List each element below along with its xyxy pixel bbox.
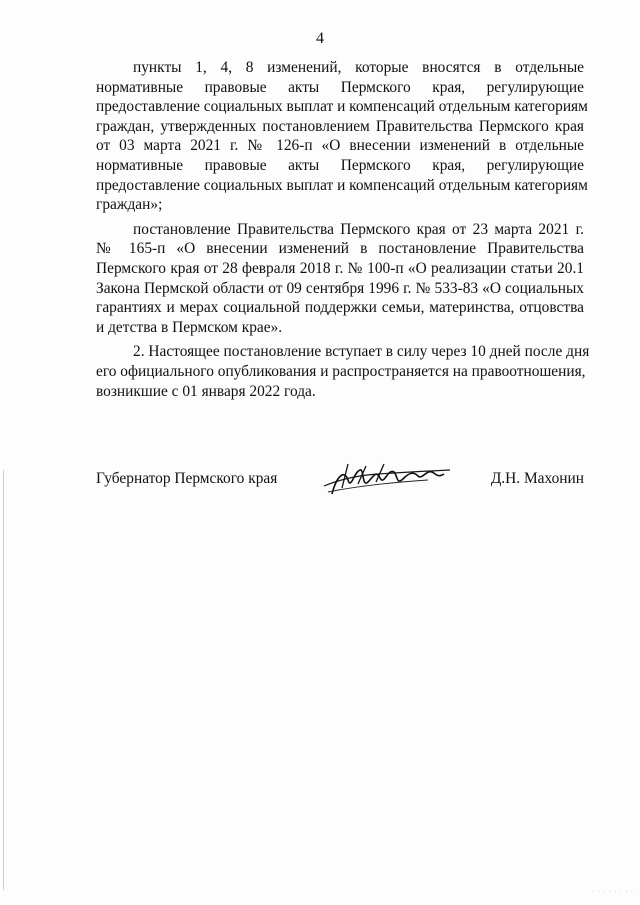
document-body [96,58,590,401]
signatory-title: Губернатор Пермского края [96,470,278,487]
signature-block [96,470,584,510]
scan-edge-line [3,470,4,890]
text-line: 2. Настоящее постановление вступает в силу через 10 дней после дня [133,343,590,361]
text-line: № 165-п «О внесении изменений в постановление Правительства [96,240,584,258]
text-line: гарантиях и мерах социальной поддержки семьи, материнства, отцовства [96,299,584,317]
text-line: граждан»; [96,196,163,214]
text-line: его официального опубликования и распространяется на правоотношения, [96,362,586,380]
text-line: Закона Пермской области от 09 сентября 1996 г. № 533-83 «О социальных [96,279,584,297]
handwritten-signature [318,458,458,506]
page-number: 4 [316,30,324,47]
signatory-name: Д.Н. Махонин [490,470,584,487]
text-line: от 03 марта 2021 г. № 126-п «О внесении изменений в отдельные [96,137,584,155]
paragraph-effective-date [96,342,590,401]
text-line: нормативные правовые акты Пермского края, регулирующие [96,78,584,96]
text-line: нормативные правовые акты Пермского края, регулирующие [96,156,584,174]
text-line: возникшие с 01 января 2022 года. [96,382,316,400]
text-line: пункты 1, 4, 8 изменений, которые вносятся в отдельные [133,59,584,76]
text-line: предоставление социальных выплат и компенсаций отдельным категориям [96,98,588,116]
text-line: и детства в Пермском крае». [96,318,283,336]
text-line: Пермского края от 28 февраля 2018 г. № 100-п «О реализации статьи 20.1 [96,259,584,277]
scan-artifact: · · · · · · · · [592,889,634,895]
paragraph-amendment-items [96,58,588,215]
text-line: постановление Правительства Пермского края от 23 марта 2021 г. [133,220,584,238]
text-line: граждан, утвержденных постановлением Правительства Пермского края [96,117,584,135]
text-line: предоставление социальных выплат и компенсаций отдельным категориям [96,176,588,194]
paragraph-resolution-165 [96,220,584,338]
